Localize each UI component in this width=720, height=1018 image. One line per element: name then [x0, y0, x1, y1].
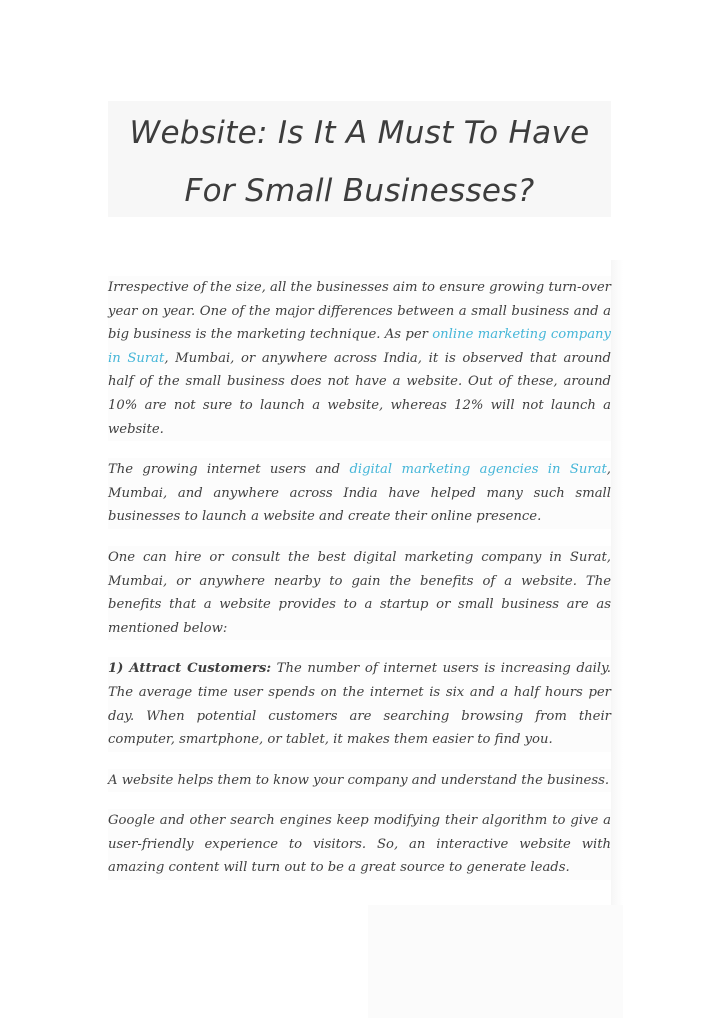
- paragraph-benefits-intro: One can hire or consult the best digital marketing company in Surat, Mumbai, or anywhere nearby to gain the benefits of a website. The benefits that a website provides to a startup or small business are as mentioned below:: [108, 546, 611, 640]
- paragraph-text: The growing internet users and: [108, 462, 350, 478]
- list-number: 1): [108, 661, 130, 677]
- paragraph-text: , Mumbai, or anywhere across India, it is observed that around half of the small business does not have a website. Out of these, around 10% are not sure to launch a website, whereas 12% will not launch a website.: [108, 350, 611, 437]
- title-banner: [108, 101, 611, 217]
- paragraph-search-engines: Google and other search engines keep modifying their algorithm to give a user-friendly experience to visitors. So, an interactive website with amazing content will turn out to be a great source to generate leads.: [108, 809, 611, 880]
- section-heading: Attract Customers:: [129, 661, 272, 677]
- paragraph-attract-customers: [108, 657, 611, 751]
- paragraph-text: The number of internet users is increasing daily. The average time user spends on the internet is six and a half hours per day. When potential customers are searching browsing from their computer, smartphone, or tablet, it makes them easier to find you.: [108, 661, 611, 748]
- online-marketing-link[interactable]: online marketing company in Surat: [108, 327, 611, 366]
- page-title-line-2: For Small Businesses?: [184, 173, 535, 209]
- article-body: [108, 276, 611, 897]
- digital-marketing-agencies-link[interactable]: digital marketing agencies in Surat: [349, 462, 607, 478]
- paragraph-know-company: A website helps them to know your company and understand the business.: [108, 769, 611, 793]
- page-shadow-bottom: [368, 905, 623, 1018]
- paragraph-growing-users: [108, 458, 611, 529]
- paragraph-intro: [108, 276, 611, 441]
- page-title-line-1: Website: Is It A Must To Have: [129, 115, 590, 151]
- paragraph-text: Irrespective of the size, all the businesses aim to ensure growing turn-over year on year. One of the major differences between a small business and a big business is the marketing technique. As per: [108, 280, 611, 343]
- paragraph-text: , Mumbai, and anywhere across India have helped many such small businesses to launch a website and create their online presence.: [108, 462, 611, 525]
